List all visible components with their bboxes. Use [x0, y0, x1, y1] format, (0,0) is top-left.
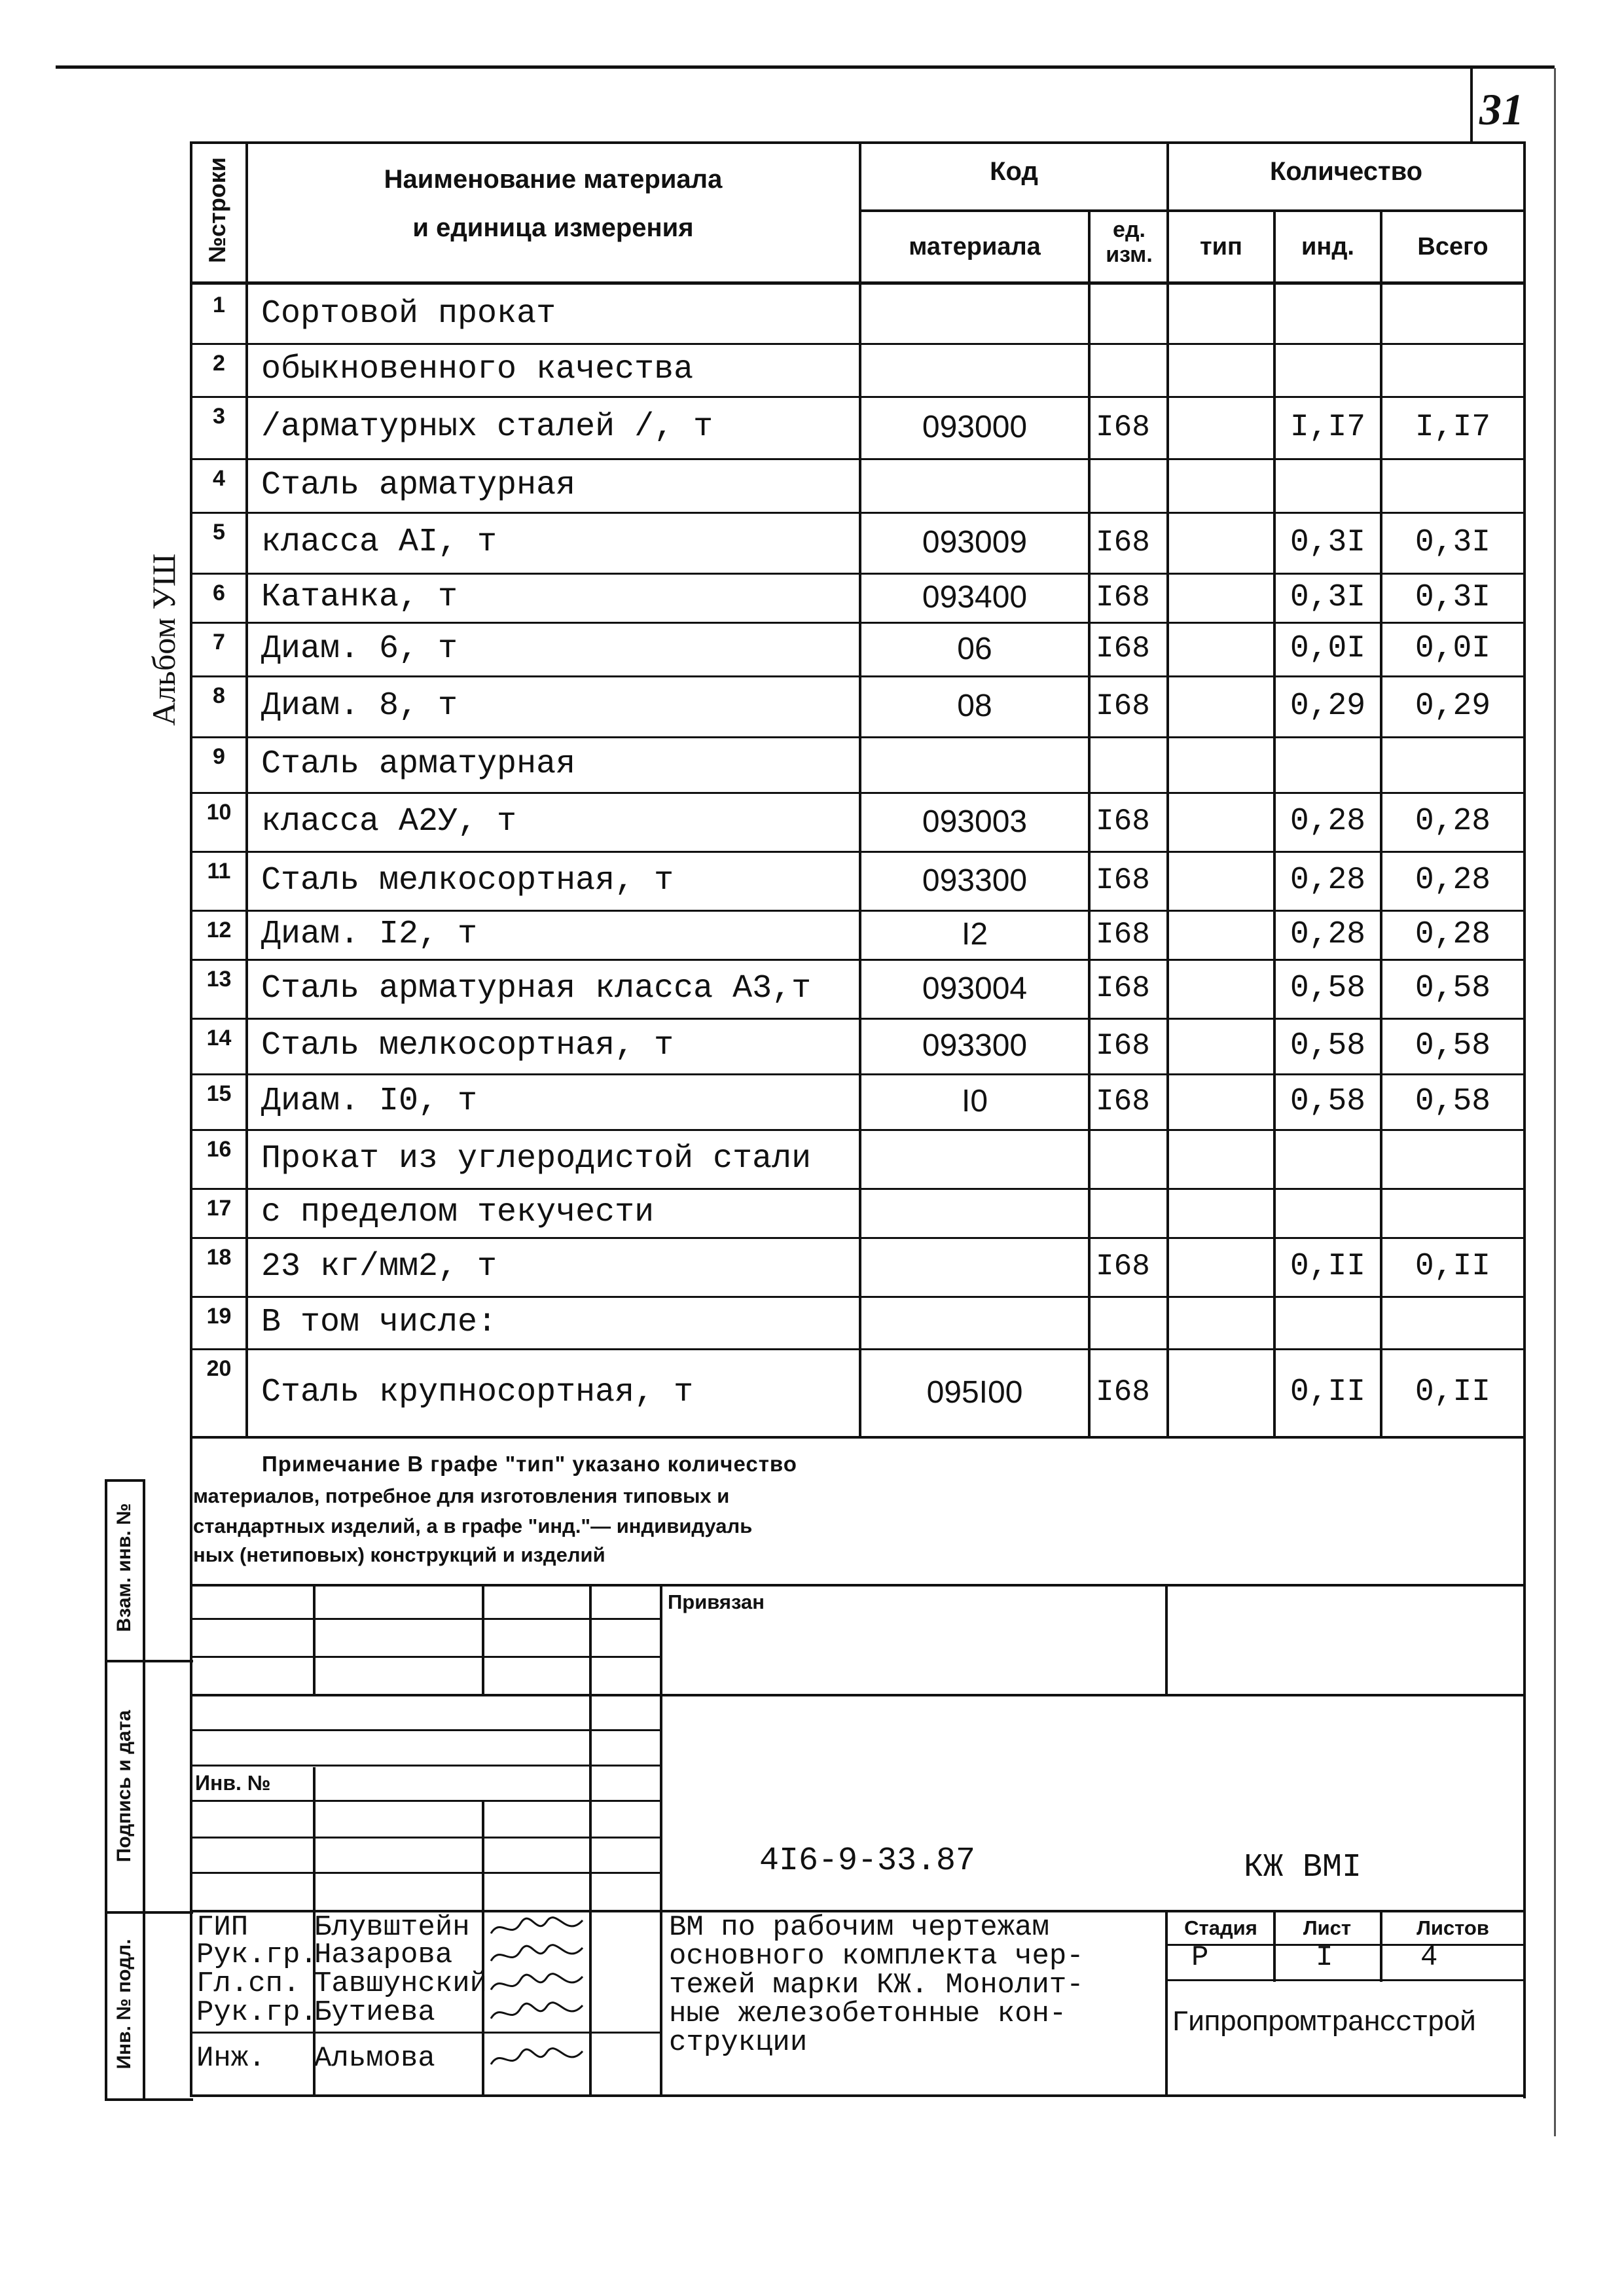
cell-no: 19 — [206, 1304, 232, 1329]
cell-code: 093004 — [922, 971, 1028, 1006]
cell-code — [861, 286, 1088, 342]
header-material: материала — [909, 233, 1041, 260]
cell-ind: 0,58 — [1290, 971, 1366, 1006]
cell-total: 0,3I — [1415, 579, 1491, 615]
cell-name: Диам. 8, т — [261, 687, 458, 725]
cell-ind: 0,28 — [1290, 863, 1366, 898]
cell-ind — [1276, 286, 1380, 342]
cell-no: 7 — [213, 630, 225, 655]
cell-unit: I68 — [1096, 410, 1150, 444]
header-row-no: №строки — [204, 157, 230, 263]
cell-name: Сортовой прокат — [261, 295, 556, 332]
cell-unit — [1091, 344, 1172, 395]
cell-no: 10 — [206, 800, 232, 825]
sheet-label: Лист — [1303, 1916, 1352, 1939]
cell-code: 093003 — [922, 804, 1028, 839]
header-code: Код — [990, 157, 1038, 186]
desc-line3: тежей марки КЖ. Монолит- — [669, 1969, 1084, 2001]
cell-name: Сталь арматурная класса А3,т — [261, 969, 812, 1007]
cell-unit — [1091, 1297, 1172, 1347]
cell-unit: I68 — [1096, 971, 1150, 1005]
cell-type — [1169, 1130, 1273, 1187]
cell-type — [1169, 1238, 1273, 1295]
organization: Гипропромтрансстрой — [1172, 2007, 1475, 2039]
doc-code: 4I6-9-33.87 — [759, 1842, 976, 1880]
cell-unit — [1091, 738, 1172, 791]
header-unit: ед. изм. — [1106, 217, 1153, 267]
cell-type — [1169, 1297, 1273, 1347]
signer-role: Инж. — [196, 2042, 266, 2075]
row-divider — [190, 851, 1526, 853]
row-divider — [190, 1129, 1526, 1131]
cell-ind: 0,II — [1290, 1249, 1366, 1284]
cell-ind: 0,28 — [1290, 804, 1366, 839]
cell-total — [1382, 738, 1523, 791]
cell-unit — [1091, 1189, 1172, 1236]
cell-code: 08 — [957, 689, 992, 723]
cell-type — [1169, 574, 1273, 620]
cell-unit: I68 — [1096, 580, 1150, 615]
cell-total: 0,28 — [1415, 916, 1491, 952]
cell-code: I2 — [961, 917, 988, 952]
cell-ind: 0,58 — [1290, 1083, 1366, 1119]
row-divider — [190, 343, 1526, 345]
cell-no: 14 — [206, 1026, 232, 1050]
sheets-label: Листов — [1416, 1916, 1489, 1939]
cell-name: Диам. I2, т — [261, 916, 478, 953]
cell-name: 23 кг/мм2, т — [261, 1247, 497, 1285]
cell-unit — [1091, 286, 1172, 342]
stamp-vzam: Взам. инв. № — [113, 1503, 135, 1632]
doc-mark: КЖ ВМI — [1244, 1849, 1362, 1886]
stamp-inv-podl: Инв. № подл. — [113, 1939, 135, 2070]
cell-name: Прокат из углеродистой стали — [261, 1139, 812, 1177]
cell-unit: I68 — [1096, 804, 1150, 838]
row-divider — [190, 622, 1526, 624]
row-divider — [190, 910, 1526, 912]
cell-no: 18 — [206, 1245, 232, 1270]
cell-code: 095I00 — [926, 1374, 1023, 1410]
cell-name: обыкновенного качества — [261, 351, 694, 388]
inv-no-label: Инв. № — [195, 1771, 271, 1795]
cell-total — [1382, 286, 1523, 342]
signer-name: Назарова — [314, 1939, 453, 1971]
desc-line1: ВМ по рабочим чертежам — [669, 1911, 1049, 1944]
cell-name: Сталь арматурная — [261, 745, 576, 783]
cell-name: Диам. I0, т — [261, 1083, 478, 1120]
cell-ind: 0,28 — [1290, 916, 1366, 952]
header-total: Всего — [1417, 233, 1489, 260]
stamp-podpis: Подпись и дата — [113, 1710, 135, 1863]
cell-unit: I68 — [1096, 632, 1150, 666]
cell-code: 093009 — [922, 525, 1028, 560]
cell-total: 0,58 — [1415, 971, 1491, 1006]
cell-type — [1169, 344, 1273, 395]
signer-role: ГИП — [196, 1911, 249, 1944]
cell-total — [1382, 1189, 1523, 1236]
margin-tick — [1554, 2110, 1556, 2136]
cell-ind: 0,29 — [1290, 688, 1366, 724]
cell-code — [861, 1297, 1088, 1347]
cell-no: 2 — [213, 351, 225, 376]
note-line4: ных (нетиповых) конструкций и изделий — [193, 1543, 605, 1566]
cell-no: 4 — [213, 466, 225, 491]
signature-scribble — [488, 1914, 586, 1943]
cell-code: 093300 — [922, 1028, 1028, 1063]
cell-code: I0 — [961, 1084, 988, 1119]
cell-total: 0,II — [1415, 1249, 1491, 1284]
cell-ind: 0,II — [1290, 1374, 1366, 1410]
cell-type — [1169, 1189, 1273, 1236]
cell-total: 0,58 — [1415, 1083, 1491, 1119]
signer-name: Тавшунский — [314, 1967, 488, 2000]
cell-total: 0,28 — [1415, 863, 1491, 898]
row-divider — [190, 736, 1526, 738]
cell-unit: I68 — [1096, 1249, 1150, 1283]
cell-type — [1169, 397, 1273, 457]
row-divider — [190, 1073, 1526, 1075]
privyazan-label: Привязан — [668, 1590, 765, 1613]
cell-type — [1169, 1350, 1273, 1435]
cell-code — [861, 1189, 1088, 1236]
cell-unit — [1091, 1130, 1172, 1187]
cell-type — [1169, 1019, 1273, 1072]
cell-unit — [1091, 459, 1172, 511]
cell-type — [1169, 793, 1273, 850]
note-line2: материалов, потребное для изготовления типовых и — [193, 1484, 730, 1507]
cell-unit: I68 — [1096, 863, 1150, 897]
cell-code: 06 — [957, 631, 992, 666]
signer-role: Гл.сп. — [196, 1967, 300, 2000]
cell-type — [1169, 677, 1273, 735]
cell-type — [1169, 1075, 1273, 1128]
signature-scribble — [488, 1941, 586, 1970]
cell-code: 093300 — [922, 863, 1028, 898]
cell-no: 8 — [213, 683, 225, 708]
cell-name: класса AI, т — [261, 524, 497, 561]
header-name-line2: и единица измерения — [412, 213, 694, 242]
cell-no: 20 — [206, 1356, 232, 1381]
stage-value: Р — [1191, 1941, 1209, 1974]
cell-total: 0,II — [1415, 1374, 1491, 1410]
row-divider — [190, 458, 1526, 460]
signer-role: Рук.гр. — [196, 1996, 317, 2029]
stage-label: Стадия — [1184, 1916, 1257, 1939]
cell-ind — [1276, 459, 1380, 511]
signature-scribble — [488, 2045, 586, 2073]
cell-no: 3 — [213, 404, 225, 429]
header-type: тип — [1200, 233, 1242, 260]
sheet-value: I — [1316, 1941, 1333, 1974]
cell-code — [861, 1130, 1088, 1187]
page-number: 31 — [1479, 84, 1524, 134]
cell-unit: I68 — [1096, 1375, 1150, 1409]
cell-ind — [1276, 1130, 1380, 1187]
cell-name: Катанка, т — [261, 579, 458, 616]
row-divider — [190, 573, 1526, 575]
right-margin-line — [1554, 68, 1556, 2110]
cell-no: 15 — [206, 1081, 232, 1106]
signature-scribble — [488, 1970, 586, 1999]
cell-type — [1169, 459, 1273, 511]
cell-total — [1382, 459, 1523, 511]
cell-no: 5 — [213, 520, 225, 545]
row-divider — [190, 512, 1526, 514]
signer-role: Рук.гр. — [196, 1939, 317, 1971]
cell-total: 0,0I — [1415, 631, 1491, 666]
cell-code — [861, 1238, 1088, 1295]
cell-total: 0,58 — [1415, 1028, 1491, 1064]
signer-name: Бутиева — [314, 1996, 435, 2029]
cell-name: Диам. 6, т — [261, 630, 458, 668]
cell-code — [861, 459, 1088, 511]
cell-no: 11 — [207, 859, 231, 884]
cell-total: I,I7 — [1415, 409, 1491, 445]
cell-no: 13 — [206, 967, 232, 992]
cell-no: 16 — [206, 1137, 232, 1162]
cell-no: 9 — [213, 744, 225, 769]
sheets-value: 4 — [1420, 1941, 1438, 1974]
signer-name: Блувштейн — [314, 1911, 470, 1944]
cell-no: 17 — [206, 1196, 232, 1221]
cell-total: 0,29 — [1415, 688, 1491, 724]
cell-ind — [1276, 738, 1380, 791]
cell-unit: I68 — [1096, 917, 1150, 952]
cell-ind — [1276, 1297, 1380, 1347]
cell-total — [1382, 1130, 1523, 1187]
cell-unit: I68 — [1096, 1084, 1150, 1119]
cell-ind: 0,58 — [1290, 1028, 1366, 1064]
cell-name: Сталь крупносортная, т — [261, 1373, 694, 1411]
cell-type — [1169, 513, 1273, 571]
album-label: Альбом УШ — [145, 553, 182, 726]
cell-name: В том числе: — [261, 1303, 497, 1341]
row-divider — [190, 1296, 1526, 1298]
header-name-line1: Наименование материала — [384, 165, 723, 194]
row-divider — [190, 1188, 1526, 1190]
cell-total — [1382, 1297, 1523, 1347]
header-ind: инд. — [1301, 233, 1354, 260]
cell-name: с пределом текучести — [261, 1194, 655, 1231]
cell-code — [861, 344, 1088, 395]
row-divider — [190, 1237, 1526, 1239]
note-line1: Примечание В графе "тип" указано количество — [262, 1452, 797, 1476]
cell-name: класса А2У, т — [261, 802, 517, 840]
signature-scribble — [488, 1999, 586, 2028]
row-divider — [190, 959, 1526, 961]
row-divider — [190, 675, 1526, 677]
cell-no: 6 — [213, 581, 225, 605]
cell-total — [1382, 344, 1523, 395]
cell-no: 12 — [206, 918, 232, 942]
row-divider — [190, 1018, 1526, 1020]
cell-code: 093000 — [922, 410, 1028, 444]
note-line3: стандартных изделий, а в графе "инд."— индивидуаль — [193, 1515, 753, 1537]
signer-divider — [190, 2032, 661, 2034]
cell-type — [1169, 852, 1273, 908]
cell-type — [1169, 623, 1273, 674]
row-divider — [190, 396, 1526, 398]
cell-ind: 0,3I — [1290, 579, 1366, 615]
cell-ind: I,I7 — [1290, 409, 1366, 445]
cell-name: Сталь арматурная — [261, 466, 576, 504]
cell-ind — [1276, 1189, 1380, 1236]
cell-type — [1169, 738, 1273, 791]
cell-name: /арматурных сталей /, т — [261, 408, 713, 446]
row-divider — [190, 1348, 1526, 1350]
desc-line5: струкции — [669, 2026, 808, 2059]
cell-total: 0,28 — [1415, 804, 1491, 839]
cell-unit: I68 — [1096, 1028, 1150, 1063]
row-divider — [190, 792, 1526, 794]
cell-name: Сталь мелкосортная, т — [261, 861, 674, 899]
cell-no: 1 — [213, 293, 225, 317]
cell-unit: I68 — [1096, 689, 1150, 723]
cell-ind: 0,3I — [1290, 524, 1366, 560]
cell-type — [1169, 960, 1273, 1016]
top-rule — [56, 65, 1555, 69]
cell-type — [1169, 286, 1273, 342]
cell-ind: 0,0I — [1290, 631, 1366, 666]
header-quantity: Количество — [1269, 157, 1423, 186]
cell-total: 0,3I — [1415, 524, 1491, 560]
desc-line2: основного комплекта чер- — [669, 1940, 1084, 1973]
cell-name: Сталь мелкосортная, т — [261, 1027, 674, 1064]
cell-unit: I68 — [1096, 525, 1150, 560]
cell-type — [1169, 911, 1273, 958]
page-number-box-edge — [1470, 68, 1473, 141]
signer-name: Альмова — [314, 2042, 435, 2075]
desc-line4: ные железобетонные кон- — [669, 1998, 1067, 2030]
cell-ind — [1276, 344, 1380, 395]
cell-code — [861, 738, 1088, 791]
cell-code: 093400 — [922, 580, 1028, 615]
